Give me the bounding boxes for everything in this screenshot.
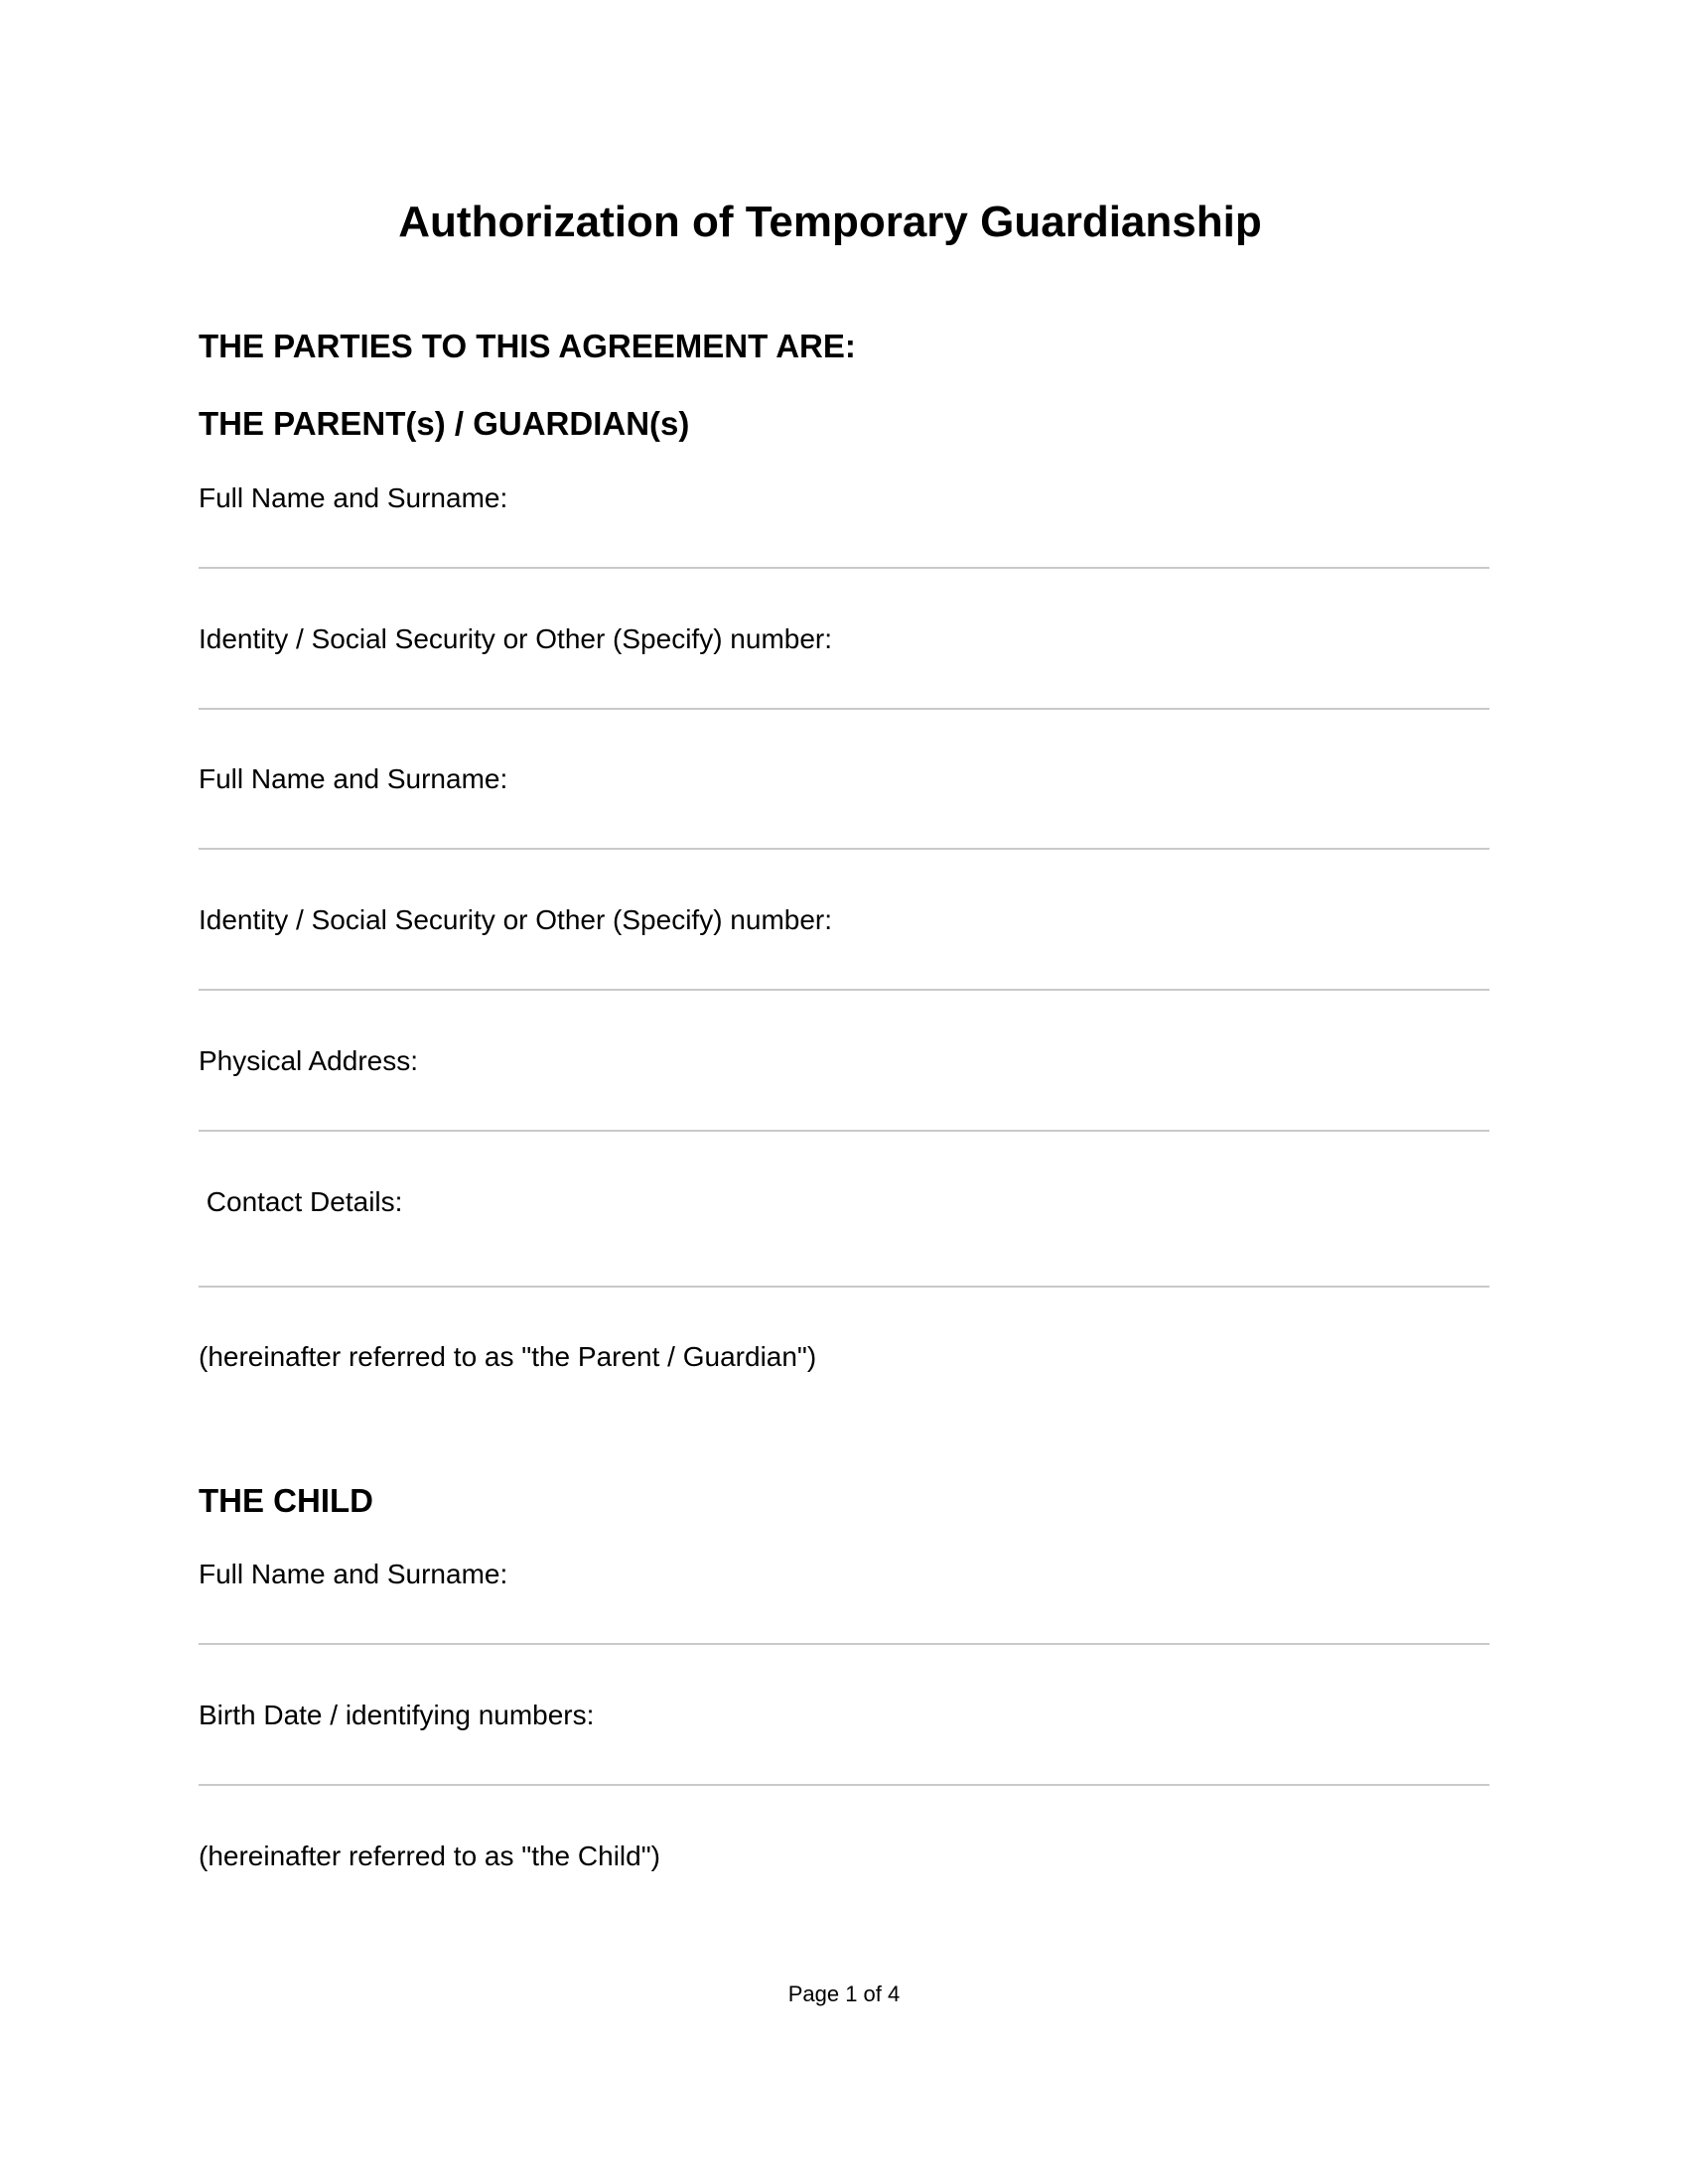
parent-referred-as-text: (hereinafter referred to as "the Parent / Guardian") bbox=[199, 1341, 817, 1372]
parent-identity-number-label: Identity / Social Security or Other (Specify) number: bbox=[199, 623, 833, 654]
child-birth-date-label: Birth Date / identifying numbers: bbox=[199, 1700, 595, 1730]
document-title: Authorization of Temporary Guardianship bbox=[398, 198, 1262, 246]
child-referred-as-text: (hereinafter referred to as "the Child") bbox=[199, 1841, 660, 1871]
physical-address-label: Physical Address: bbox=[199, 1045, 418, 1076]
physical-address-line bbox=[199, 1130, 1489, 1132]
parties-heading: THE PARTIES TO THIS AGREEMENT ARE: bbox=[199, 328, 856, 364]
parent-identity-number-line bbox=[199, 708, 1489, 710]
contact-details-line bbox=[199, 1286, 1489, 1288]
parent-full-name-line bbox=[199, 567, 1489, 569]
parent-section-heading: THE PARENT(s) / GUARDIAN(s) bbox=[199, 405, 690, 442]
second-parent-full-name-label: Full Name and Surname: bbox=[199, 763, 508, 794]
page-number: Page 1 of 4 bbox=[787, 1981, 901, 2006]
child-full-name-label: Full Name and Surname: bbox=[199, 1559, 508, 1589]
second-parent-identity-number-line bbox=[199, 989, 1489, 991]
child-birth-date-line bbox=[199, 1784, 1489, 1786]
second-parent-identity-number-label: Identity / Social Security or Other (Specify) number: bbox=[199, 904, 833, 935]
second-parent-full-name-line bbox=[199, 848, 1489, 850]
child-section-heading: THE CHILD bbox=[199, 1482, 373, 1519]
child-full-name-line bbox=[199, 1643, 1489, 1645]
parent-full-name-label: Full Name and Surname: bbox=[199, 482, 508, 513]
contact-details-label: Contact Details: bbox=[199, 1186, 403, 1217]
